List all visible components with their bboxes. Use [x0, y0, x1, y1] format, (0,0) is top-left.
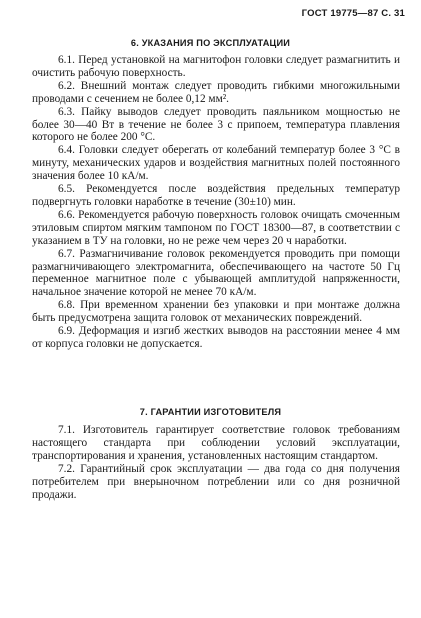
- paragraph-6-2: 6.2. Внешний монтаж следует проводить гибкими многожильными проводами с сечением не более 0,12 мм².: [32, 79, 400, 105]
- section-6-body: [32, 54, 400, 351]
- paragraph-6-7: 6.7. Размагничивание головок рекомендуется проводить при помощи размагничивающего электромагнита, обеспечивающего на частоте 50 Гц переменное магнитное поле с убывающей амплитудой напряженности, начальное значение которой не менее 70 кА/м.: [32, 247, 400, 299]
- page-header: ГОСТ 19775—87 С. 31: [301, 8, 405, 19]
- paragraph-6-4: 6.4. Головки следует оберегать от колебаний температур более 3 °С в минуту, механических ударов и воздействия магнитных полей постоянного значения более 10 кА/м.: [32, 144, 400, 183]
- paragraph-7-1: 7.1. Изготовитель гарантирует соответствие головок требованиям настоящего стандарта при соблюдении условий эксплуатации, транспортирования и хранения, установленных настоящим стандартом.: [32, 424, 400, 462]
- paragraph-6-1: 6.1. Перед установкой на магнитофон головки следует размагнитить и очистить рабочую поверхность.: [32, 54, 400, 79]
- paragraph-6-9: 6.9. Деформация и изгиб жестких выводов на расстоянии менее 4 мм от корпуса головки не допускается.: [32, 325, 400, 350]
- paragraph-6-5: 6.5. Рекомендуется после воздействия предельных температур подвергнуть головки наработке в течение (30±10) мин.: [32, 183, 400, 208]
- paragraph-7-2: 7.2. Гарантийный срок эксплуатации — два года со дня получения потребителем при внерыночном потреблении или со дня розничной продажи.: [32, 462, 400, 501]
- section-7-title: 7. ГАРАНТИИ ИЗГОТОВИТЕЛЯ: [139, 407, 282, 417]
- paragraph-6-8: 6.8. При временном хранении без упаковки и при монтаже должна быть предусмотрена защита головок от механических повреждений.: [32, 299, 400, 325]
- paragraph-6-3: 6.3. Пайку выводов следует проводить паяльником мощностью не более 30—40 Вт в течение не более 3 с припоем, температура плавления которого не более 200 °С.: [32, 105, 400, 144]
- paragraph-6-6: 6.6. Рекомендуется рабочую поверхность головок очищать смоченным этиловым спиртом мягким тампоном по ГОСТ 18300—87, в соответствии с указанием в ТУ на головки, но не реже чем через 20 ч наработки.: [32, 208, 400, 247]
- section-7-body: [32, 424, 400, 501]
- section-6-title: 6. УКАЗАНИЯ ПО ЭКСПЛУАТАЦИИ: [130, 38, 291, 48]
